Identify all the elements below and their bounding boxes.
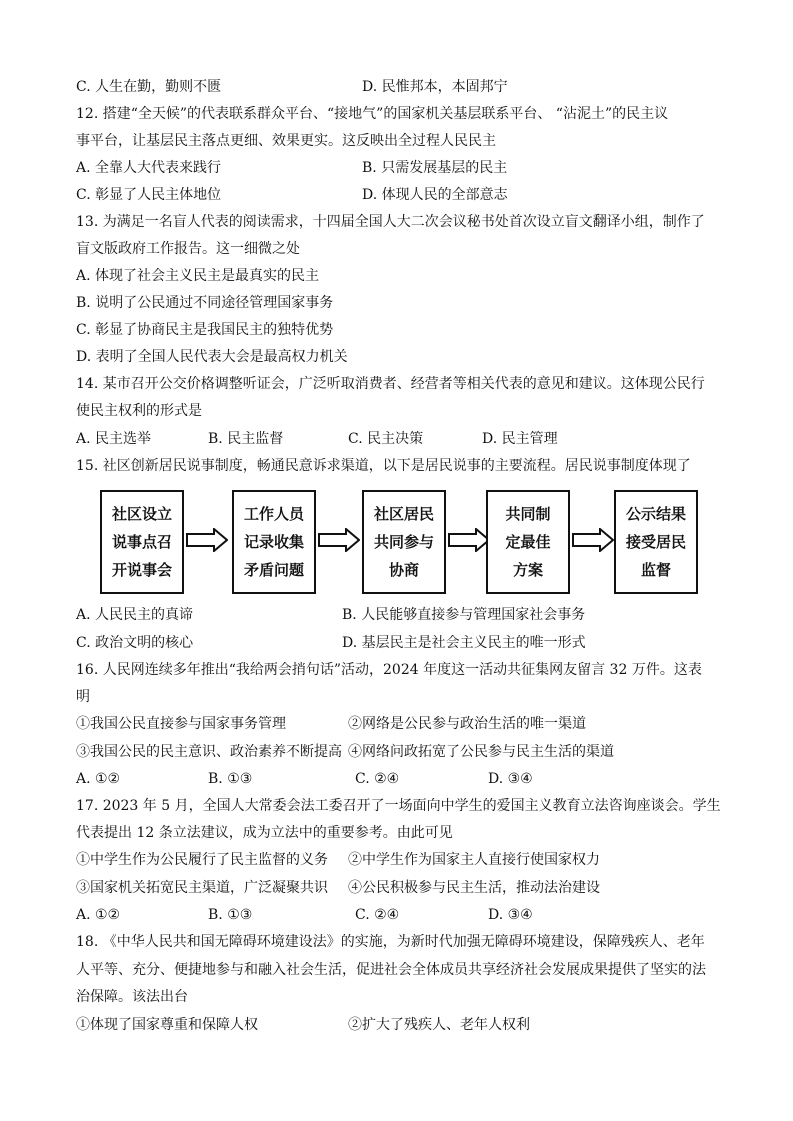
q16-option-d: D. ③④ — [488, 771, 533, 787]
q14-option-c: C. 民主决策 — [348, 431, 424, 447]
q16-option-a: A. ①② — [76, 771, 121, 787]
q12-stem-line1: 12. 搭建“全天候”的代表联系群众平台、“接地气”的国家机关基层联系平台、 “沾泥土”的民主议 — [76, 106, 669, 122]
q17-option-d: D. ③④ — [488, 907, 533, 923]
q13-stem-line1: 13. 为满足一名盲人代表的阅读需求，十四届全国人大二次会议秘书处首次设立盲文翻译小组，制作了 — [76, 214, 705, 230]
q14-option-a: A. 民主选举 — [76, 431, 152, 447]
flow-step-3-line3: 协商 — [388, 561, 419, 579]
q18-statement-1: ①体现了国家尊重和保障人权 — [76, 1017, 258, 1033]
q17-statement-3: ③国家机关拓宽民主渠道，广泛凝聚共识 — [76, 880, 328, 896]
q17-stem-line1: 17. 2023 年 5 月，全国人大常委会法工委召开了一场面向中学生的爱国主义教育立法咨询座谈会。学生 — [76, 798, 721, 814]
flow-step-3-line2: 共同参与 — [373, 533, 434, 551]
flow-step-5-line3: 监督 — [640, 561, 671, 579]
flow-step-2-line1: 工作人员 — [243, 505, 304, 523]
flow-step-1-line1: 社区设立 — [111, 505, 172, 523]
flow-step-3 — [362, 490, 446, 594]
flow-step-1-line2: 说事点召 — [111, 533, 172, 551]
q15-option-a: A. 人民民主的真谛 — [76, 607, 194, 623]
q17-stem-line2: 代表提出 12 条立法建议，成为立法中的重要参考。由此可见 — [76, 825, 453, 841]
right-arrow-icon — [318, 528, 360, 552]
q12-option-b: B. 只需发展基层的民主 — [362, 160, 508, 176]
q15-option-c: C. 政治文明的核心 — [76, 635, 194, 651]
q18-stem-line1: 18. 《中华人民共和国无障碍环境建设法》的实施，为新时代加强无障碍环境建设，保障残疾人、老年 — [76, 934, 705, 950]
flow-step-2-line2: 记录收集 — [243, 533, 304, 551]
q14-option-d: D. 民主管理 — [482, 431, 558, 447]
right-arrow-icon — [186, 528, 228, 552]
q17-option-a: A. ①② — [76, 907, 121, 923]
q12-option-d: D. 体现人民的全部意志 — [362, 187, 508, 203]
q17-statement-2: ②中学生作为国家主人直接行使国家权力 — [348, 852, 600, 868]
flow-step-3-line1: 社区居民 — [373, 505, 434, 523]
q15-flowchart — [100, 490, 700, 594]
q17-option-c: C. ②④ — [355, 907, 400, 923]
q16-option-b: B. ①③ — [208, 771, 253, 787]
q14-stem-line2: 使民主权利的形式是 — [76, 403, 202, 419]
q17-statement-1: ①中学生作为公民履行了民主监督的义务 — [76, 852, 328, 868]
flow-step-5-line1: 公示结果 — [625, 505, 686, 523]
q16-statement-3: ③我国公民的民主意识、政治素养不断提高 — [76, 744, 342, 760]
q16-statement-1: ①我国公民直接参与国家事务管理 — [76, 716, 286, 732]
right-arrow-icon — [572, 528, 614, 552]
q12-option-a: A. 全靠人大代表来践行 — [76, 160, 222, 176]
q13-stem-line2: 盲文版政府工作报告。这一细微之处 — [76, 241, 300, 257]
q13-option-d: D. 表明了全国人民代表大会是最高权力机关 — [76, 349, 348, 365]
q13-option-c: C. 彰显了协商民主是我国民主的独特优势 — [76, 322, 334, 338]
flow-step-4-line3: 方案 — [512, 561, 543, 579]
q16-stem-line1: 16. 人民网连续多年推出“我给两会捎句话”活动，2024 年度这一活动共征集网友留言 32 万件。这表 — [76, 662, 702, 678]
flow-step-4-line2: 定最佳 — [505, 533, 551, 551]
q16-stem-line2: 明 — [76, 689, 90, 705]
flow-step-4 — [486, 490, 570, 594]
q16-option-c: C. ②④ — [355, 771, 400, 787]
flow-step-5-line2: 接受居民 — [625, 533, 686, 551]
q16-statement-2: ②网络是公民参与政治生活的唯一渠道 — [348, 716, 586, 732]
q12-stem-line2: 事平台，让基层民主落点更细、效果更实。这反映出全过程人民民主 — [76, 133, 496, 149]
q12-option-c: C. 彰显了人民主体地位 — [76, 187, 222, 203]
q18-stem-line2: 人平等、充分、便捷地参与和融入社会生活，促进社会全体成员共享经济社会发展成果提供了坚实的法 — [76, 962, 706, 978]
q11-option-d: D. 民惟邦本，本固邦宁 — [362, 79, 508, 95]
flow-step-1 — [100, 490, 184, 594]
flow-step-2-line3: 矛盾问题 — [243, 561, 304, 579]
q13-option-a: A. 体现了社会主义民主是最真实的民主 — [76, 268, 320, 284]
q17-option-b: B. ①③ — [208, 907, 253, 923]
flow-step-4-line1: 共同制 — [505, 505, 551, 523]
q14-option-b: B. 民主监督 — [208, 431, 284, 447]
q15-stem: 15. 社区创新居民说事制度，畅通民意诉求渠道，以下是居民说事的主要流程。居民说事制度体现了 — [76, 458, 691, 474]
q14-stem-line1: 14. 某市召开公交价格调整听证会，广泛听取消费者、经营者等相关代表的意见和建议。这体现公民行 — [76, 376, 705, 392]
flow-step-5 — [614, 490, 698, 594]
flow-step-1-line3: 开说事会 — [111, 561, 172, 579]
q13-option-b: B. 说明了公民通过不同途径管理国家事务 — [76, 295, 334, 311]
flow-step-2 — [232, 490, 316, 594]
q15-option-d: D. 基层民主是社会主义民主的唯一形式 — [342, 635, 586, 651]
q18-stem-line3: 治保障。该法出台 — [76, 989, 188, 1005]
q15-option-b: B. 人民能够直接参与管理国家社会事务 — [342, 607, 586, 623]
q17-statement-4: ④公民积极参与民主生活，推动法治建设 — [348, 880, 600, 896]
right-arrow-icon — [448, 528, 490, 552]
q16-statement-4: ④网络问政拓宽了公民参与民主生活的渠道 — [348, 744, 614, 760]
q11-option-c: C. 人生在勤，勤则不匮 — [76, 79, 222, 95]
q18-statement-2: ②扩大了残疾人、老年人权利 — [348, 1017, 530, 1033]
